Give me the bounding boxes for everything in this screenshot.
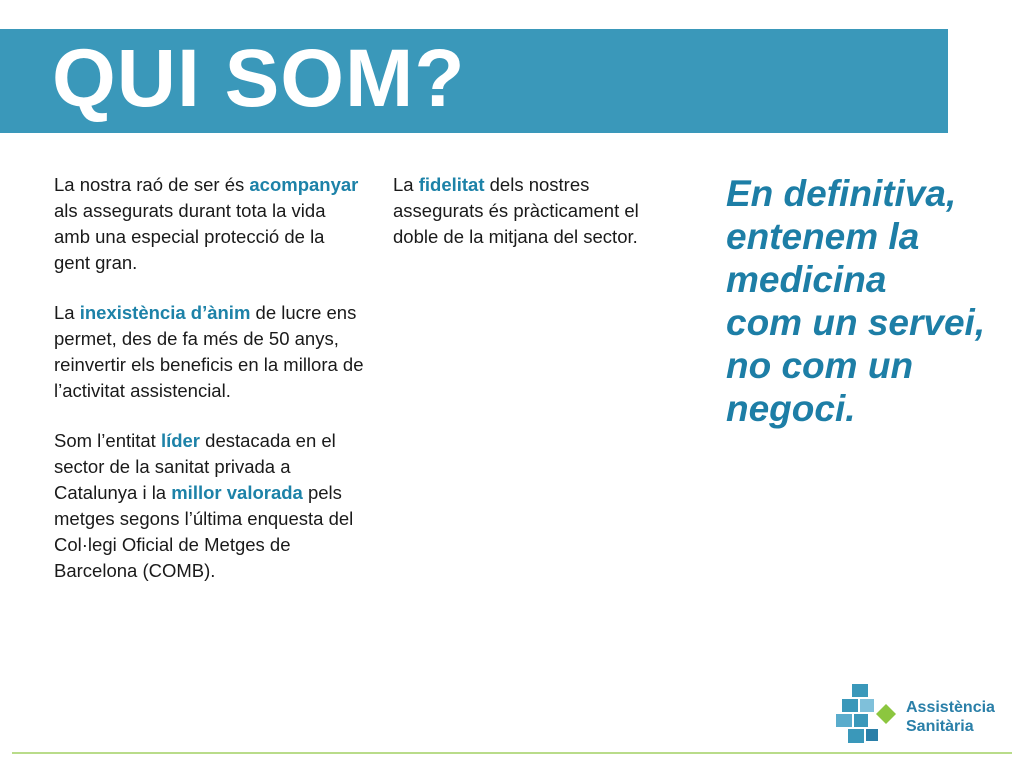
logo-text: Assistència Sanitària	[906, 699, 995, 735]
highlight-fidelitat: fidelitat	[418, 174, 485, 195]
company-logo	[834, 682, 1014, 748]
paragraph-loyalty: La fidelitat dels nostres assegurats és pràcticament el doble de la mitjana del sector.	[393, 174, 639, 247]
page-title: QUI SOM?	[52, 33, 466, 124]
highlight-millor-valorada: millor valorada	[171, 482, 303, 503]
highlight-inexistencia: inexistència d’ànim	[79, 302, 251, 323]
middle-column	[393, 172, 663, 274]
closing-statement: En definitiva, entenem la medicina com un servei, no com un negoci.	[726, 173, 986, 429]
footer-divider	[12, 752, 1012, 754]
paragraph-leader: Som l’entitat líder destacada en el sector de la sanitat privada a Catalunya i la millor valorada pels metges segons l’última enquesta del Col·legi Oficial de Metges de Barcelona (COMB).	[54, 430, 354, 581]
cross-tiles-logo-icon	[834, 682, 900, 748]
paragraph-mission: La nostra raó de ser és acompanyar als assegurats durant tota la vida amb una especial protecció de la gent gran.	[54, 174, 359, 273]
highlight-acompanyar: acompanyar	[249, 174, 359, 195]
left-column	[54, 172, 364, 608]
paragraph-nonprofit: La inexistència d’ànim de lucre ens permet, des de fa més de 50 anys, reinvertir els beneficis en la millora de l’activitat assistencial.	[54, 302, 364, 401]
highlight-lider: líder	[160, 430, 201, 451]
